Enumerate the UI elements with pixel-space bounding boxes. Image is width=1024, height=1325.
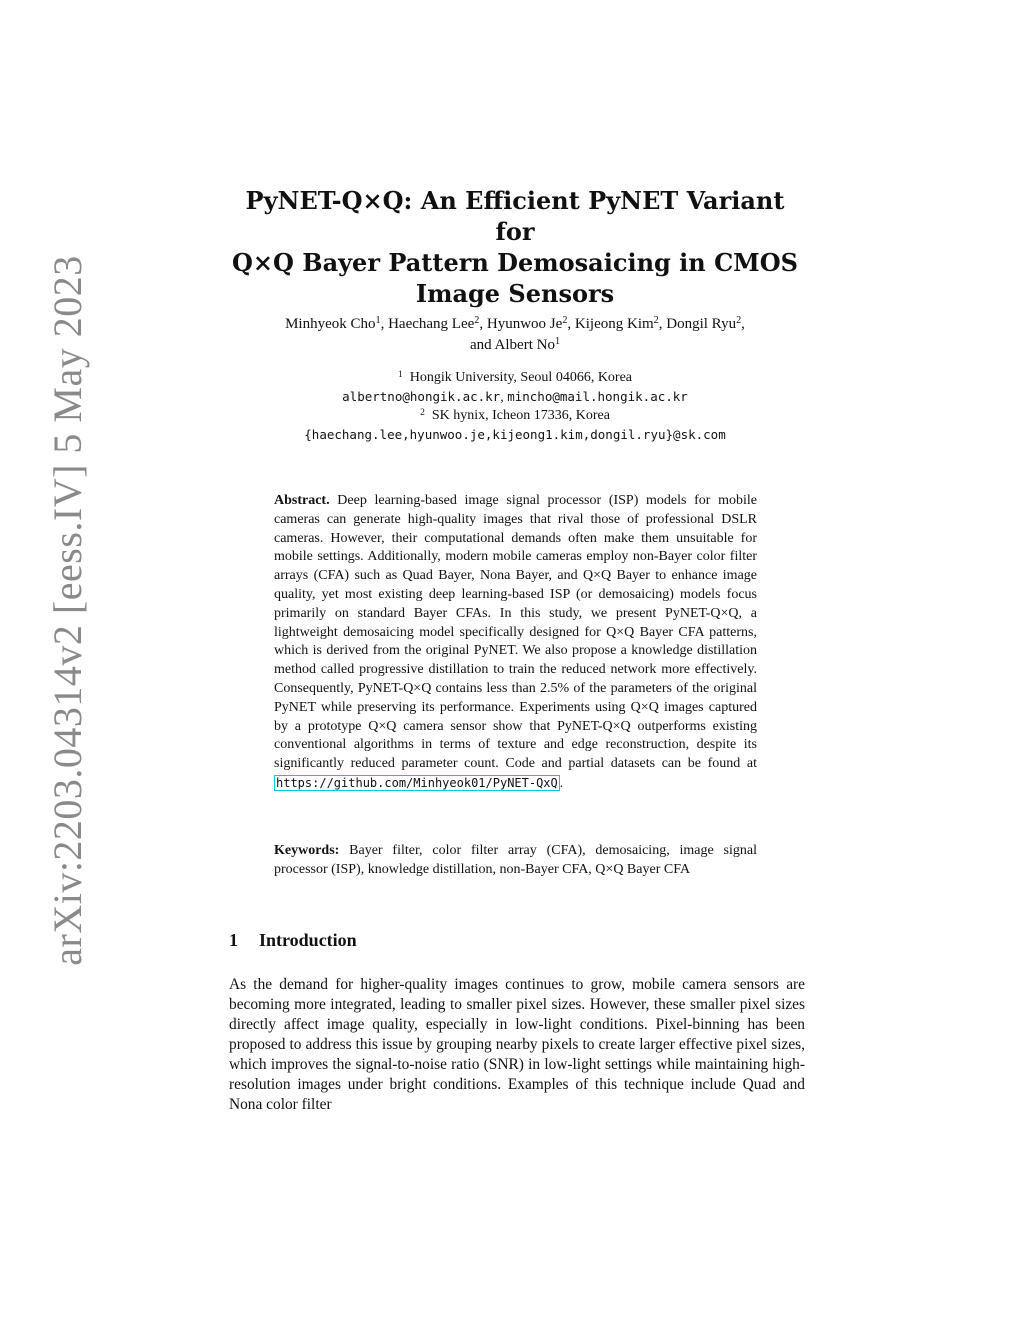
author-list: Minhyeok Cho$^1$, Haechang Lee$^2$, Hyunwoo Je$^2$, Kijeong Kim$^2$, Dongil Ryu$^2$, and Albert No$^1$: [285, 315, 745, 353]
affiliation-mark: 1: [397, 369, 403, 380]
author-affiliation-mark: 1: [554, 336, 561, 348]
keywords-label: Keywords:: [274, 843, 340, 858]
author-affiliation-mark: 2: [474, 315, 480, 327]
email-address[interactable]: mincho@mail.hongik.ac.kr: [507, 388, 688, 404]
affiliations: [220, 369, 810, 445]
author-name: Albert No: [494, 337, 555, 353]
author-affiliation-mark: 1: [375, 315, 381, 327]
affiliation-1: [220, 369, 810, 388]
affiliation-2: [220, 407, 810, 426]
arxiv-sidebar-stamp: [22, 254, 112, 966]
author-name: Kijeong Kim: [574, 316, 654, 332]
keywords-text: Bayer filter, color filter array (CFA), demosaicing, image signal processor (ISP), knowledge distillation, non-Bayer CFA, Q×Q Bayer CFA: [274, 843, 757, 877]
email-address[interactable]: albertno@hongik.ac.kr: [342, 388, 501, 404]
section-heading: [229, 930, 357, 951]
arxiv-identifier: arXiv:2203.04314v2 [eess.IV] 5 May 2023: [44, 254, 90, 966]
author-affiliation-mark: 2: [653, 315, 659, 327]
abstract: [274, 492, 757, 794]
email-address[interactable]: {haechang.lee,hyunwoo.je,kijeong1.kim,dongil.ryu}@sk.com: [304, 426, 726, 442]
code-url-link[interactable]: https://github.com/Minhyeok01/PyNET-QxQ: [276, 775, 558, 790]
author-affiliation-mark: 2: [736, 315, 742, 327]
keywords: [274, 842, 757, 880]
affiliation-name: Hongik University, Seoul 04066, Korea: [409, 370, 633, 385]
author-name: Haechang Lee: [388, 316, 475, 332]
author-name: Minhyeok Cho: [285, 316, 376, 332]
title-line-3: Image Sensors: [415, 279, 615, 308]
title-line-1: PyNET-Q×Q: An Efficient PyNET Variant for: [245, 186, 785, 246]
abstract-end: .: [559, 775, 564, 791]
section-number: 1: [229, 930, 238, 950]
affiliation-mark: 2: [420, 407, 425, 418]
author-name: Dongil Ryu: [666, 316, 737, 332]
intro-paragraph: As the demand for higher-quality images continues to grow, mobile camera sensors are becoming more integrated, leading to smaller pixel sizes. However, these smaller pixel sizes directly affect image quality, especially in low-light conditions. Pixel-binning has been proposed to address this issue by grouping nearby pixels to create larger effective pixel sizes, which improves the signal-to-noise ratio (SNR) in low-light settings while maintaining high-resolution images under bright conditions. Examples of this technique include Quad and Nona color filter: [229, 976, 805, 1113]
affiliation-name: SK hynix, Icheon 17336, Korea: [431, 408, 610, 423]
affiliation-1-emails: albertno@hongik.ac.kr, mincho@mail.hongik.ac.kr: [342, 388, 688, 405]
paper-title: [230, 185, 800, 309]
abstract-text: Deep learning-based image signal processor (ISP) models for mobile cameras can generate high-quality images that rival those of professional DSLR cameras. However, their computational demands often make them unsuitable for mobile settings. Additionally, modern mobile cameras employ non-Bayer color filter arrays (CFA) such as Quad Bayer, Nona Bayer, and Q×Q Bayer to enhance image quality, yet most existing deep learning-based ISP (or demosaicing) models focus primarily on standard Bayer CFAs. In this study, we present PyNET-Q×Q, a lightweight demosaicing model specifically designed for Q×Q Bayer CFA patterns, which is derived from the original PyNET. We also propose a knowledge distillation method called progressive distillation to train the reduced network more effectively. Consequently, PyNET-Q×Q contains less than 2.5% of the parameters of the original PyNET while preserving its performance. Experiments using Q×Q images captured by a prototype Q×Q camera sensor show that PyNET-Q×Q outperforms existing conventional algorithms in terms of texture and edge reconstruction, despite its significantly reduced parameter count. Code and partial datasets can be found at: [274, 493, 758, 772]
abstract-label: Abstract.: [274, 493, 330, 508]
author-affiliation-mark: 2: [562, 315, 568, 327]
section-title: Introduction: [259, 930, 357, 950]
author-name: Hyunwoo Je: [486, 316, 563, 332]
affiliation-2-emails: [220, 426, 810, 446]
title-line-2: Q×Q Bayer Pattern Demosaicing in CMOS: [232, 248, 798, 277]
